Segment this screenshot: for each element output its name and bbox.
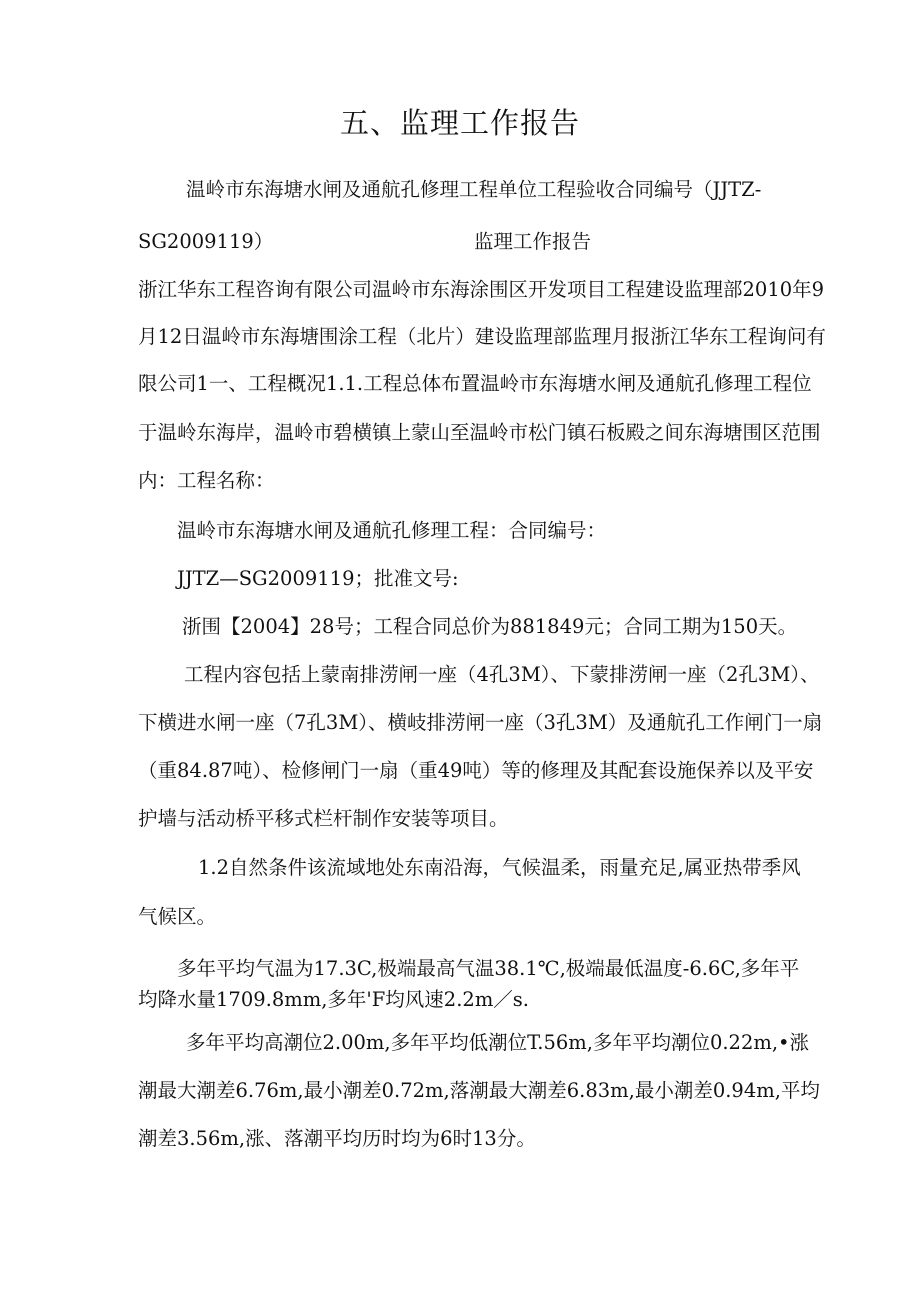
text-line: 月12日温岭市东海塘围涂工程（北片）建设监理部监理月报浙江华东工程询问有 — [138, 325, 826, 348]
text-line: 多年平均气温为17.3C,极端最高气温38.1℃,极端最低温度-6.6C,多年平 — [177, 957, 800, 980]
text-line: 浙江华东工程咨询有限公司温岭市东海涂围区开发项目工程建设监理部2010年9 — [138, 278, 825, 301]
text-line: 于温岭东海岸，温岭市碧横镇上蒙山至温岭市松门镇石板殿之间东海塘围区范围 — [138, 421, 821, 444]
text-line: （重84.87吨）、检修闸门一扇（重49吨）等的修理及其配套设施保养以及平安 — [138, 759, 814, 782]
text-line: 限公司1一、工程概况1.1.工程总体布置温岭市东海塘水闸及通航孔修理工程位 — [138, 372, 812, 395]
text-line: 下横进水闸一座（7孔3M）、横岐排涝闸一座（3孔3M）及通航孔工作闸门一扇 — [138, 711, 823, 734]
text-line: 温岭市东海塘水闸及通航孔修理工程：合同编号： — [177, 519, 607, 542]
text-line: 均降水量1709.8mm,多年'F均风速2.2m／s. — [138, 988, 530, 1011]
text-line: 多年平均高潮位2.00m,多年平均低潮位T.56m,多年平均潮位0.22m,•涨 — [186, 1031, 810, 1054]
text-line: 潮最大潮差6.76m,最小潮差0.72m,落潮最大潮差6.83m,最小潮差0.94m,平均 — [138, 1079, 820, 1102]
text-line: 监理工作报告 — [474, 230, 592, 253]
text-line: 工程内容包括上蒙南排涝闸一座（4孔3M）、下蒙排涝闸一座（2孔3M）、 — [184, 663, 820, 686]
text-line: 温岭市东海塘水闸及通航孔修理工程单位工程验收合同编号（JJTZ- — [186, 178, 762, 201]
text-line: 气候区。 — [138, 905, 217, 928]
text-line: JJTZ—SG2009119；批准文号: — [177, 567, 459, 590]
text-line: 1.2自然条件该流域地处东南沿海，气候温柔，雨量充足,属亚热带季风 — [198, 856, 801, 879]
text-line: 潮差3.56m,涨、落潮平均历时均为6时13分。 — [138, 1127, 536, 1150]
text-line: 护墙与活动桥平移式栏杆制作安装等项目。 — [138, 807, 509, 830]
text-line: 内：工程名称： — [138, 469, 275, 492]
text-line: 浙围【2004】28号；工程合同总价为881849元；合同工期为150天。 — [182, 615, 798, 638]
text-line: SG2009119） — [138, 230, 274, 253]
page-title: 五、监理工作报告 — [339, 106, 580, 140]
